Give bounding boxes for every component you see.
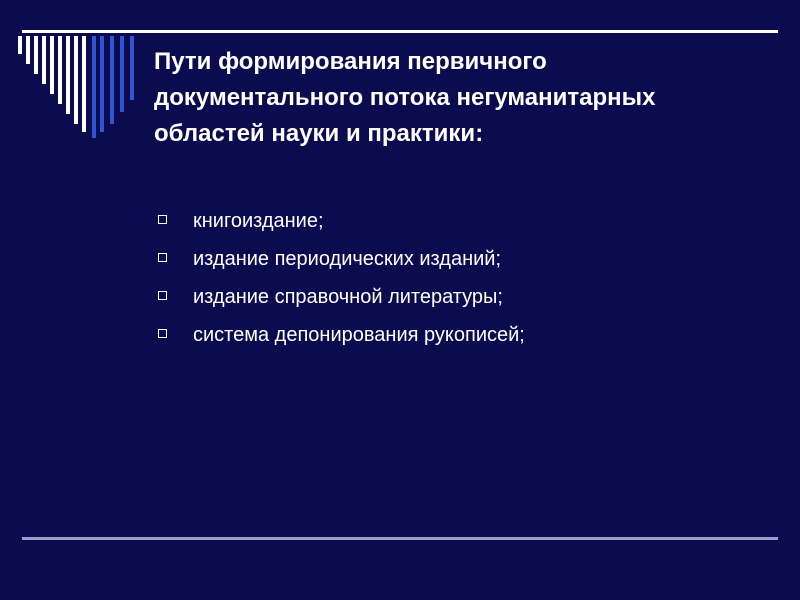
bottom-divider-line <box>22 537 778 540</box>
stripe <box>74 36 78 124</box>
stripe <box>26 36 30 64</box>
square-bullet-icon <box>158 215 167 224</box>
stripe <box>100 36 104 132</box>
stripe <box>50 36 54 94</box>
bullet-list <box>158 202 758 354</box>
bullet-text: система депонирования рукописей; <box>193 324 525 346</box>
square-bullet-icon <box>158 253 167 262</box>
bullet-item <box>158 278 758 316</box>
stripe <box>110 36 114 124</box>
bullet-item <box>158 240 758 278</box>
stripe <box>82 36 86 132</box>
stripe <box>18 36 22 54</box>
bullet-text: издание справочной литературы; <box>193 286 503 308</box>
stripe <box>58 36 62 104</box>
stripe <box>34 36 38 74</box>
stripe <box>120 36 124 112</box>
decorative-stripes <box>0 0 140 140</box>
stripe <box>92 36 96 138</box>
slide-title: Пути формирования первичного документального потока негуманитарных областей науки и практики: <box>154 48 656 147</box>
bullet-text: книгоиздание; <box>193 210 324 232</box>
bullet-item <box>158 202 758 240</box>
stripe <box>42 36 46 84</box>
stripe <box>130 36 134 100</box>
bullet-text: издание периодических изданий; <box>193 248 502 270</box>
bullet-item <box>158 316 758 354</box>
square-bullet-icon <box>158 291 167 300</box>
stripe <box>66 36 70 114</box>
square-bullet-icon <box>158 329 167 338</box>
